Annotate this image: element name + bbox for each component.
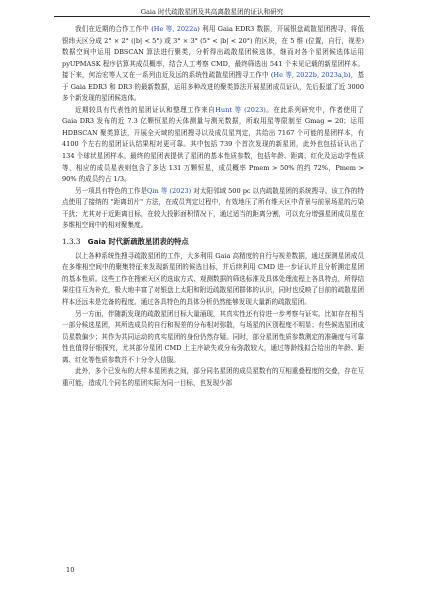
header-rule [54,16,370,17]
section-heading [62,236,364,248]
citation-link[interactable]: Hunt 等 (2023) [215,105,266,114]
citation-link[interactable]: He 等, 2022b, 2023a,b [273,71,349,80]
text-run: )，基于 Gaia EDR3 和 DR3 的最新数据，运用多种改进的聚类算法开展星团成员证认，先后报道了近 3000 多个新发现的星团候选体。 [62,71,364,103]
text-run: 对太阳邻域 500 pc 以内疏散星团的系统搜寻。该工作的特点使用了接纳的 "距离切片" 方法，在成员判定过程中，有效地压了所有维天区中背景与前景场星的污染干扰；尤其对于近距离目标，在较大投影面积情况下，通过适当的距离分割，可以充分增强星团成员星在多维相空间中的相对聚集度。 [62,186,364,230]
text-run: 另一项具有特色的工作是 [75,186,148,195]
section-title: Gaia 时代新疏散星团表的特点 [87,236,189,246]
text-run: 另一方面，伴随新发现的疏散星团目标大量涌现，其真实性还有待进一步考察与证实。比如存在相当一部分候选星团，其所选成员的自行和视差的分布相对弥散，与场星的区别程度不明显；有些候选星团成员星数偏少；其作为共同运动的真实星团的身份仍然存疑。同时，部分星团性质参数测定的准确度与可靠性也值得仔细探究，尤其部分星团 CMD 上主序缺失或分布弥散较大，通过等龄线拟合给出的年龄、距离、红化等性质参数并不十分令人信服。 [62,309,364,364]
paragraph-1 [62,24,364,105]
citation-link[interactable]: He 等, 2022a [153,25,198,33]
page-number: 10 [66,566,75,574]
text-run: 近期较具有代表性的星团证认和整理工作来自 [75,105,216,114]
section-number: 1.3.3 [62,236,81,246]
page-body [62,24,364,389]
text-run: ) 利用 Gaia EDR3 数据，开展银盘疏散星团搜寻，将低银纬天区分成 2° × 2° (|b| < 5°) 或 3° × 3° (5° < |b| < 20°) 的区块，在 5 维 (位置，自行，视差) 数据空间中运用 DBSCAN 算法进行聚类，分析得出疏散星团候选体，继而对各个星团候选体运用 pyUPMASK 程序估算其成员概率，结合人工考察 CMD，最终筛选出 541 个未见记载的新星团样本。接下来，何治宏等人又在一系列由近及远的系统性疏散星团搜寻工作中 ( [62,25,364,80]
citation-link[interactable]: Qin 等 (2023) [147,186,192,195]
paragraph-2 [62,105,364,186]
paragraph-4 [62,251,364,309]
running-header: Gaia 时代疏散星团及其高离散星团的证认和研究 [140,8,284,16]
paragraph-6 [62,366,364,389]
text-run: 以上各种系统性搜寻疏散星团的工作，大多利用 Gaia 高精度的自行与视差数据，通过探测星团成员在多维相空间中的聚集特征来发现新星团的候选目标，并后续利用 CMD 进一步证认并且分析溯定星团的基本性质。这些工作在搜索天区的选取方式、观测数据的筛选标准及具体处理流程上各具特点，所得结果往往互为补充，极大地丰富了对银盘上太阳和附近疏散星团群体的认识，同时也反映了目前的疏散星团样本还远未是完备的程度。通过各具特色的具体分析仍然能够发现大量新的疏散星团。 [62,251,364,307]
text-run: 此外，多个已发布的大样本星团表之间，部分同名星团的成员星数有的互相重叠程度的交叠，存在互重可能，造成几个同名的星团实际为同一目标，也发现少部 [62,367,364,387]
paragraph-3 [62,186,364,232]
text-run: 。在此系列研究中，作者使用了 Gaia DR3 发布的近 7.3 亿颗恒星的天体测量与测光数据，所取用星等限制至 Gmag = 20；运用 HDBSCAN 聚类算法，开展全天域的星团搜寻以及成员星判定，共给出 7167 个可能的星团样本，有 4100 个左右的星团证认结果相对更可靠。其中包括 739 个首次发现的新星团，此外也包括证认出了 134 个球状星团样本。最终的星团表提供了星团的基本性质参数，包括年龄、距离、红化及运动学性质等，相应的成员星表则包含了多达 131 万颗恒星，成员概率 Pmem > 50% 的约 72%，Pmem > 90% 的成员约占 1/3。 [62,105,364,184]
text-run: 我们在近期的合作工作中 ( [75,25,154,33]
paragraph-5 [62,309,364,367]
